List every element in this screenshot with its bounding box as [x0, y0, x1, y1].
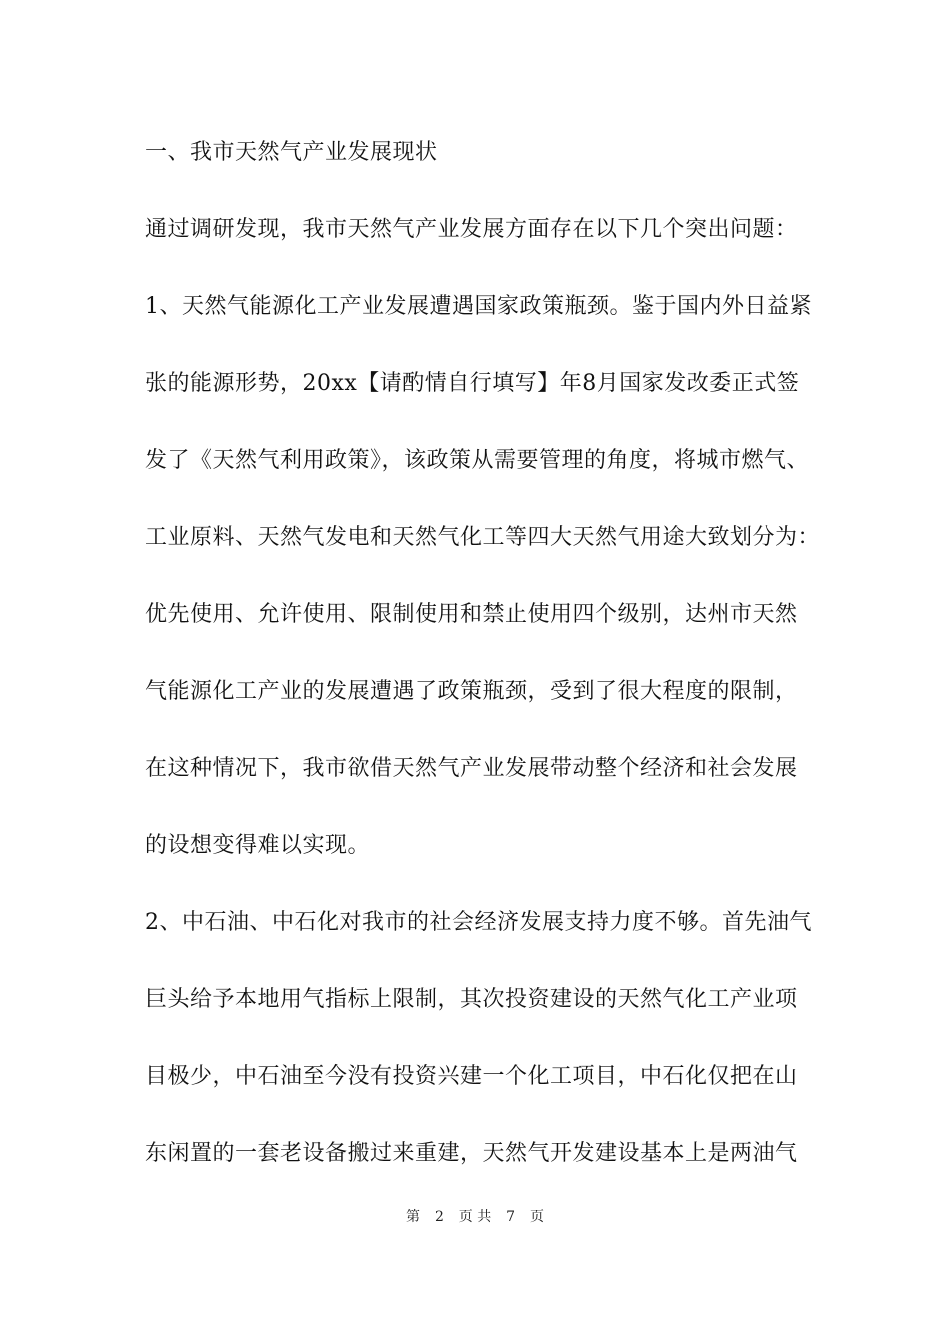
total-page-count: 7 [506, 1209, 516, 1225]
paragraph-line: 2、中石油、中石化对我市的社会经济发展支持力度不够。首先油气 [145, 910, 812, 935]
paragraph-line: 在这种情况下，我市欲借天然气产业发展带动整个经济和社会发展 [145, 756, 798, 781]
paragraph-line: 东闲置的一套老设备搬过来重建，天然气开发建设基本上是两油气 [145, 1141, 798, 1166]
current-page-number: 2 [434, 1209, 444, 1225]
page-label-suffix: 页 [529, 1209, 544, 1225]
paragraph-line: 目极少，中石油至今没有投资兴建一个化工项目，中石化仅把在山 [145, 1064, 798, 1089]
section-heading: 一、我市天然气产业发展现状 [145, 140, 438, 165]
paragraph-line: 的设想变得难以实现。 [145, 833, 371, 858]
paragraph-line: 通过调研发现，我市天然气产业发展方面存在以下几个突出问题： [145, 217, 798, 242]
paragraph-line: 巨头给予本地用气指标上限制，其次投资建设的天然气化工产业项 [145, 987, 798, 1012]
paragraph-line: 气能源化工产业的发展遭遇了政策瓶颈，受到了很大程度的限制， [145, 679, 798, 704]
page-number-footer [0, 1207, 950, 1227]
paragraph-line: 1、天然气能源化工产业发展遭遇国家政策瓶颈。鉴于国内外日益紧 [145, 294, 812, 319]
page-label-prefix: 第 [406, 1209, 421, 1225]
page-label-mid: 页 共 [458, 1209, 492, 1225]
paragraph-line: 张的能源形势，20xx【请酌情自行填写】年8月国家发改委正式签 [145, 371, 800, 396]
paragraph-line: 优先使用、允许使用、限制使用和禁止使用四个级别，达州市天然 [145, 602, 798, 627]
paragraph-line: 工业原料、天然气发电和天然气化工等四大天然气用途大致划分为： [145, 525, 821, 550]
paragraph-line: 发了《天然气利用政策》，该政策从需要管理的角度，将城市燃气、 [145, 448, 810, 473]
